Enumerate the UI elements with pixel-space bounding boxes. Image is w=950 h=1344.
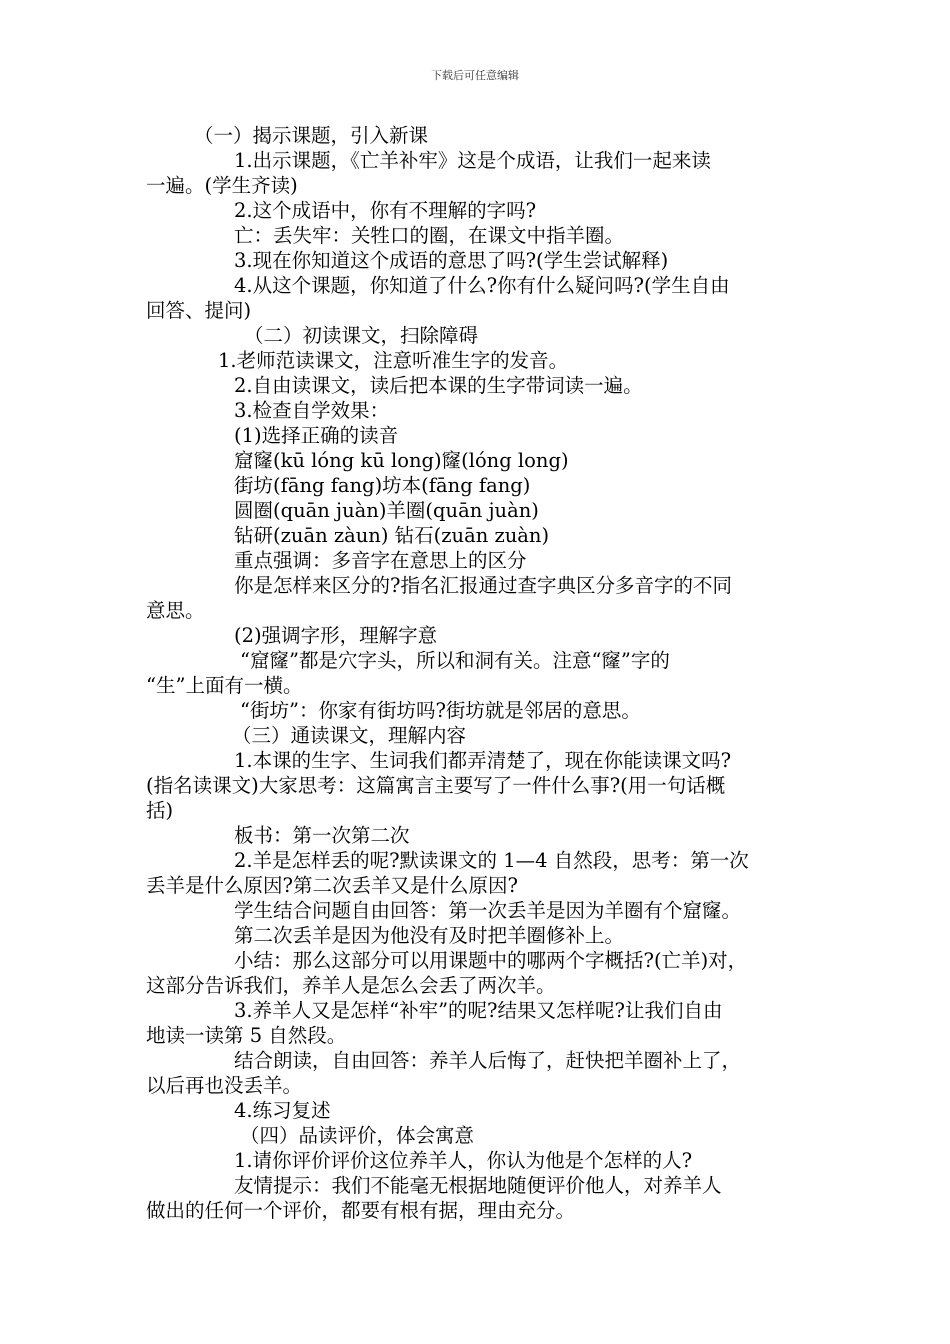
text-line: 重点强调：多音字在意思上的区分 [234, 549, 527, 572]
text-line: 小结：那么这部分可以用课题中的哪两个字概括?(亡羊)对， [234, 949, 748, 972]
text-line: 丢羊是什么原因?第二次丢羊又是什么原因? [146, 874, 518, 897]
text-line: 2.自由读课文，读后把本课的生字带词读一遍。 [234, 374, 643, 397]
text-line: 街坊(fāng fang)坊本(fāng fang) [234, 474, 531, 497]
page-header-note: 下载后可任意编辑 [431, 69, 519, 82]
text-line: 4.练习复述 [234, 1099, 331, 1122]
text-line: 回答、提问) [146, 299, 252, 322]
text-line: “生”上面有一横。 [146, 674, 303, 697]
text-line: 2.这个成语中，你有不理解的字吗? [234, 199, 537, 222]
text-line: 友情提示：我们不能毫无根据地随便评价他人，对养羊人 [234, 1174, 722, 1197]
text-line: (指名读课文)大家思考：这篇寓言主要写了一件什么事?(用一句话概 [146, 774, 726, 797]
text-line: 1.老师范读课文，注意听准生字的发音。 [218, 349, 569, 372]
text-line: 意思。 [146, 599, 205, 622]
text-line: 你是怎样来区分的?指名汇报通过查字典区分多音字的不同 [234, 574, 732, 597]
text-line: 1.出示课题，《亡羊补牢》这是个成语，让我们一起来读 [234, 149, 711, 172]
text-line: 第二次丢羊是因为他没有及时把羊圈修补上。 [234, 924, 625, 947]
text-line: 以后再也没丢羊。 [146, 1074, 303, 1097]
text-line: 3.现在你知道这个成语的意思了吗?(学生尝试解释) [234, 249, 669, 272]
text-line: 亡：丢失牢：关牲口的圈，在课文中指羊圈。 [234, 224, 625, 247]
text-line: 板书：第一次第二次 [234, 824, 410, 847]
text-line: 括) [146, 799, 174, 822]
text-line: 做出的任何一个评价，都要有根有据，理由充分。 [146, 1199, 576, 1222]
text-line: 圆圈(quān juàn)羊圈(quān juàn) [234, 499, 539, 522]
text-line: 一遍。(学生齐读) [146, 174, 298, 197]
text-line: （四）品读评价，体会寓意 [240, 1124, 475, 1147]
text-line: 3.检查自学效果： [234, 399, 390, 422]
text-line: “街坊”：你家有街坊吗?街坊就是邻居的意思。 [240, 699, 641, 722]
text-line: （一）揭示课题，引入新课 [194, 124, 429, 147]
text-line: 窟窿(kū lóng kū long)窿(lóng long) [234, 449, 569, 472]
text-line: (2)强调字形，理解字意 [234, 624, 438, 647]
text-line: （三）通读课文，理解内容 [232, 724, 467, 747]
text-line: 钻研(zuān zàun) 钻石(zuān zuàn) [234, 524, 550, 547]
text-line: 结合朗读，自由回答：养羊人后悔了，赶快把羊圈补上了， [234, 1049, 742, 1072]
text-line: （二）初读课文，扫除障碍 [244, 324, 479, 347]
text-line: 1.本课的生字、生词我们都弄清楚了，现在你能读课文吗? [234, 749, 732, 772]
text-line: 1.请你评价评价这位养羊人，你认为他是个怎样的人? [234, 1149, 693, 1172]
text-line: “窟窿”都是穴字头，所以和洞有关。注意“窿”字的 [240, 649, 670, 672]
text-line: 4.从这个课题，你知道了什么?你有什么疑问吗?(学生自由 [234, 274, 730, 297]
text-line: 这部分告诉我们，养羊人是怎么会丢了两次羊。 [146, 974, 556, 997]
text-line: 2.羊是怎样丢的呢?默读课文的 1—4 自然段，思考：第一次 [234, 849, 749, 872]
text-line: 地读一读第 5 自然段。 [146, 1024, 347, 1047]
text-line: (1)选择正确的读音 [234, 424, 399, 447]
document-body [146, 123, 814, 1223]
text-line: 学生结合问题自由回答：第一次丢羊是因为羊圈有个窟窿。 [234, 899, 742, 922]
text-line: 3.养羊人又是怎样“补牢”的呢?结果又怎样呢?让我们自由 [234, 999, 723, 1022]
